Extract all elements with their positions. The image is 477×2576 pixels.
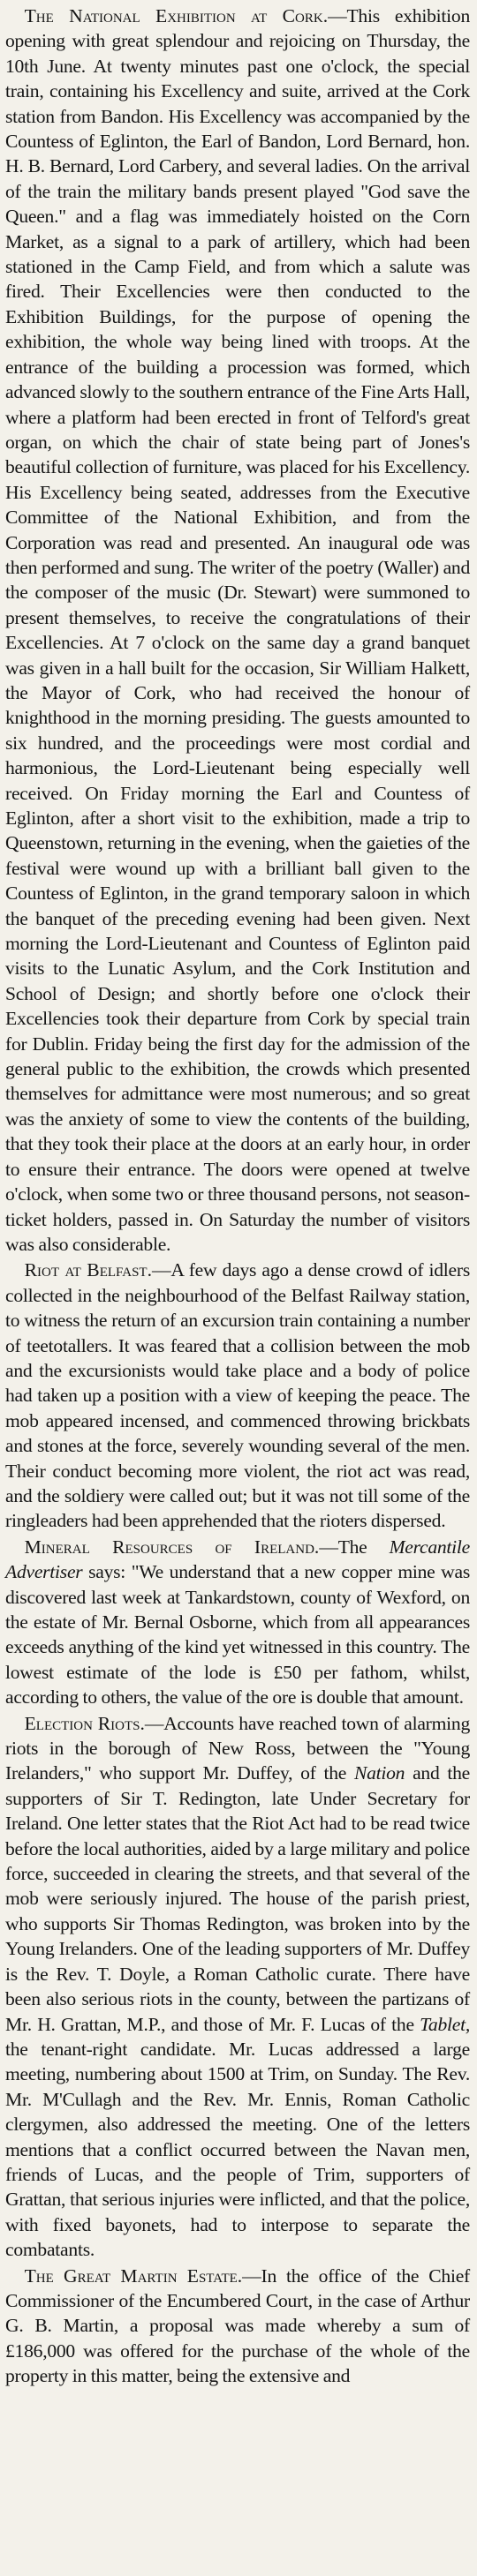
article-body: —In the office of the Chief Commissioner of the Encumbered Court, in the case of Arthur G. B. Martin, a proposal was made whereby a sum of £186,000 was offered for the purchase of the whole of the property in this matter, being the extensive and	[5, 2264, 470, 2387]
publication-name: Nation	[353, 1762, 405, 1784]
article-riot-at-belfast	[5, 1258, 470, 1533]
article-heading: The Great Martin Estate.	[24, 2264, 243, 2287]
article-body: —A few days ago a dense crowd of idlers collected in the neighbourhood of the Belfast Railway station, to witness the return of an excursion train containing a number of teetotallers. It was feared that a collision between the mob and the excursionists would take place and a body of police had taken up a position with a view of keeping the peace. The mob appeared incensed, and commenced throwing brickbats and stones at the force, severely wounding several of the men. Their conduct becoming more violent, the riot act was read, and the soldiery were called out; but it was not till some of the ringleaders had been apprehended that the rioters dispersed.	[5, 1259, 470, 1532]
article-body-intro: —The	[319, 1536, 390, 1558]
article-body: —This exhibition opening with great splendour and rejoicing on Thursday, the 10th June. At twenty minutes past one o'clock, the special train, containing his Excellency and suite, arrived at the Cork station from Bandon. His Excellency was accompanied by the Countess of Eglinton, the Earl of Bandon, Lord Bernard, hon. H. B. Bernard, Lord Carbery, and several ladies. On the arrival of the train the military bands present played "God save the Queen." and a flag was immediately hoisted on the Corn Market, as a signal to a park of artillery, which had been stationed in the Camp Field, and from which a salute was fired. Their Excellencies were then conducted to the Exhibition Buildings, for the purpose of opening the exhibition, the whole way being lined with troops. At the entrance of the building a procession was formed, which advanced slowly to the southern entrance of the Fine Arts Hall, where a platform had been erected in front of Telford's great organ, on which the chair of state being part of Jones's beautiful collection of furniture, was placed for his Excellency. His Excellency being seated, addresses from the Executive Committee of the National Exhibition, and from the Corporation was read and presented. An inaugural ode was then performed and sung. The writer of the poetry (Waller) and the composer of the music (Dr. Stewart) were summoned to present themselves, to receive the congratulations of their Excellencies. At 7 o'clock on the same day a grand banquet was given in a hall built for the occasion, Sir William Halkett, the Mayor of Cork, who had received the honour of knighthood in the morning presiding. The guests amounted to six hundred, and the proceedings were most cordial and harmonious, the Lord-Lieutenant being especially well received. On Friday morning the Earl and Countess of Eglinton, after a short visit to the exhibition, made a trip to Queenstown, returning in the evening, when the gaieties of the festival were wound up with a brilliant ball given to the Countess of Eglinton, in the grand temporary saloon in which the banquet of the preceding evening had been given. Next morning the Lord-Lieutenant and Countess of Eglinton paid visits to the Lunatic Asylum, and the Cork Institution and School of Design; and shortly before one o'clock their Excellencies took their departure from Cork by special train for Dublin. Friday being the first day for the admission of the general public to the exhibition, the crowds which presented themselves for admittance were most numerous; and so great was the anxiety of some to view the contents of the building, that they took their place at the doors at an early hour, in order to ensure their entrance. The doors were opened at twelve o'clock, when some two or three thousand persons, not season-ticket holders, passed in. On Saturday the number of visitors was also considerable.	[5, 5, 470, 1255]
article-heading: Election Riots.	[24, 1712, 145, 1734]
publication-name-secondary: Tablet,	[420, 2013, 470, 2035]
article-heading: Mineral Resources of Ireland.	[24, 1536, 320, 1558]
article-mineral-resources-ireland	[5, 1535, 470, 1710]
article-body: and the supporters of Sir T. Redington, late Under Secretary for Ireland. One letter states that the Riot Act had to be read twice before the local authorities, aided by a large military and police force, succeeded in clearing the streets, and that several of the mob were seriously injured. The house of the parish priest, who supports Sir Thomas Redington, was broken into by the Young Irelanders. One of the leading supporters of Mr. Duffey is the Rev. T. Doyle, a Roman Catholic curate. There have been also serious riots in the county, between the partizans of Mr. H. Grattan, M.P., and those of Mr. F. Lucas of the	[5, 1762, 470, 2035]
article-body: says: "We understand that a new copper mine was discovered last week at Tankardstown, county of Wexford, on the estate of Mr. Bernal Osborne, which from all appearances exceeds anything of the kind yet witnessed in this country. The lowest estimate of the lode is £50 per fathom, whilst, according to others, the value of the ore is double that amount.	[5, 1561, 470, 1709]
article-body-intro: —Accounts have reached town of alarming riots in the borough of New Ross, between the "Young Irelanders," who support Mr. Duffey, of the	[5, 1712, 470, 1784]
article-election-riots	[5, 1711, 470, 2263]
article-heading: Riot at Belfast.	[24, 1259, 152, 1281]
article-national-exhibition-cork	[5, 4, 470, 1257]
article-heading: The National Exhibition at Cork.	[24, 5, 329, 26]
article-body-continued: the tenant-right candidate. Mr. Lucas addressed a large meeting, numbering about 1500 at Trim, on Sunday. The Rev. Mr. M'Cullagh and the Rev. Mr. Ennis, Roman Catholic clergymen, also addressed the meeting. One of the letters mentions that a conflict occurred between the Navan men, friends of Lucas, and the people of Trim, supporters of Grattan, that serious injuries were inflicted, and that the police, with fixed bayonets, had to interpose to separate the combatants.	[5, 2038, 470, 2261]
publication-name: Mercantile Advertiser	[5, 1536, 470, 1583]
article-great-martin-estate	[5, 2264, 470, 2389]
